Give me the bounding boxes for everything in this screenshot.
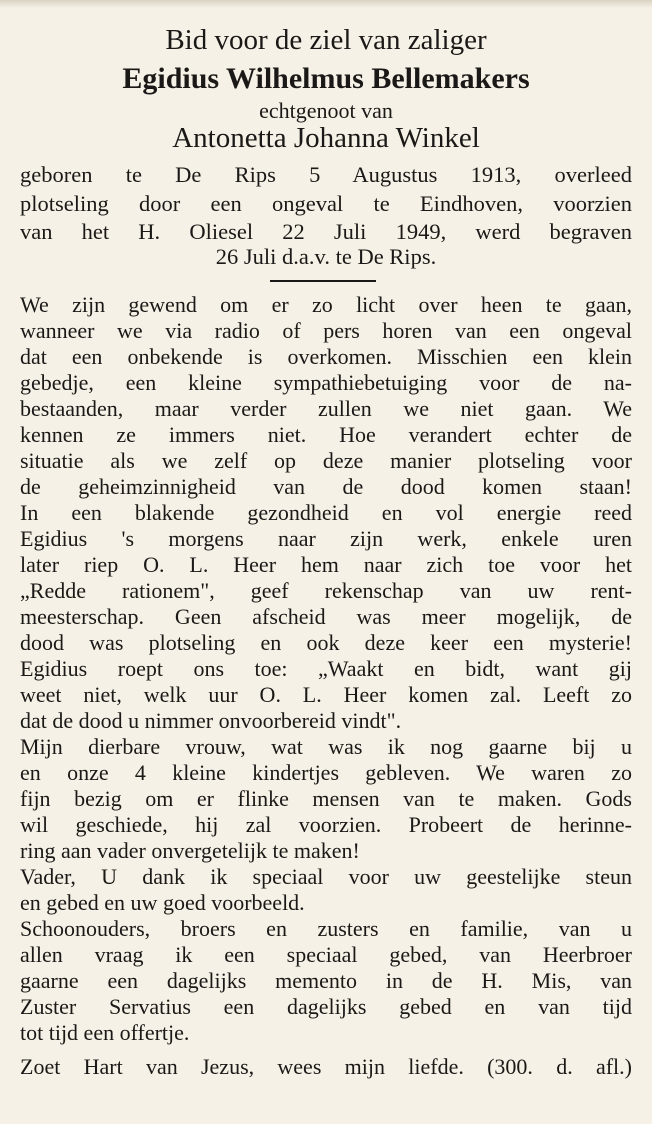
text-line: Zuster Servatius een dagelijks gebed en van tijd — [20, 994, 632, 1019]
intro-line: plotseling door een ongeval te Eindhoven, voorzien — [20, 191, 632, 216]
text-line: ring aan vader onvergetelijk te maken! — [20, 838, 360, 863]
text-line: kennen ze immers niet. Hoe verandert echter de — [20, 422, 632, 447]
text-line: Mijn dierbare vrouw, wat was ik nog gaarne bij u — [20, 734, 632, 759]
text-line: Egidius roept ons toe: „Waakt en bidt, want gij — [20, 656, 632, 681]
text-line: tot tijd een offertje. — [20, 1020, 190, 1045]
card-top-edge — [0, 0, 652, 8]
text-line: bestaanden, maar verder zullen we niet gaan. We — [20, 396, 632, 421]
relation-text: echtgenoot van — [259, 98, 393, 123]
intro-line: van het H. Oliesel 22 Juli 1949, werd begraven — [20, 219, 632, 244]
closing-invocation: Zoet Hart van Jezus, wees mijn liefde. (300. d. afl.) — [20, 1054, 632, 1079]
text-line: In een blakende gezondheid en vol energie reed — [20, 500, 632, 525]
text-line: meesterschap. Geen afscheid was meer mogelijk, de — [20, 604, 632, 629]
text-line: dood was plotseling en ook deze keer een mysterie! — [20, 630, 632, 655]
text-line: gaarne een dagelijks memento in de H. Mis, van — [20, 968, 632, 993]
text-line: en gebed en uw goed voorbeeld. — [20, 890, 305, 915]
text-line: wil geschiede, hij zal voorzien. Probeert de herinne- — [20, 812, 632, 837]
text-line: fijn bezig om er flinke mensen van te maken. Gods — [20, 786, 632, 811]
text-line: Vader, U dank ik speciaal voor uw geestelijke steun — [20, 864, 632, 889]
text-line: de geheimzinnigheid van de dood komen staan! — [20, 474, 632, 499]
text-line: weet niet, welk uur O. L. Heer komen zal. Leeft zo — [20, 682, 632, 707]
text-line: Schoonouders, broers en zusters en familie, van u — [20, 916, 632, 941]
text-line: We zijn gewend om er zo licht over heen te gaan, — [20, 292, 632, 317]
text-line: Egidius 's morgens naar zijn werk, enkele uren — [20, 526, 632, 551]
text-line: allen vraag ik een speciaal gebed, van Heerbroer — [20, 942, 632, 967]
text-line: wanneer we via radio of pers horen van een ongeval — [20, 318, 632, 343]
text-line: gebedje, een kleine sympathiebetuiging voor de na- — [20, 370, 632, 395]
text-line: dat een onbekende is overkomen. Misschien een klein — [20, 344, 632, 369]
intro-line: 26 Juli d.a.v. te De Rips. — [215, 244, 437, 269]
text-line: en onze 4 kleine kindertjes gebleven. We waren zo — [20, 760, 632, 785]
intro-line: geboren te De Rips 5 Augustus 1913, overleed — [20, 162, 632, 187]
text-line: later riep O. L. Heer hem naar zich toe voor het — [20, 552, 632, 577]
text-line: „Redde rationem", geef rekenschap van uw rent- — [20, 578, 632, 603]
prayer-heading: Bid voor de ziel van zaliger — [165, 24, 487, 56]
text-line: situatie als we zelf op deze manier plotseling voor — [20, 448, 632, 473]
spouse-name: Antonetta Johanna Winkel — [172, 122, 480, 154]
deceased-name: Egidius Wilhelmus Bellemakers — [122, 62, 530, 95]
divider-rule — [270, 280, 376, 282]
text-line: dat de dood u nimmer onvoorbereid vindt". — [20, 708, 402, 733]
